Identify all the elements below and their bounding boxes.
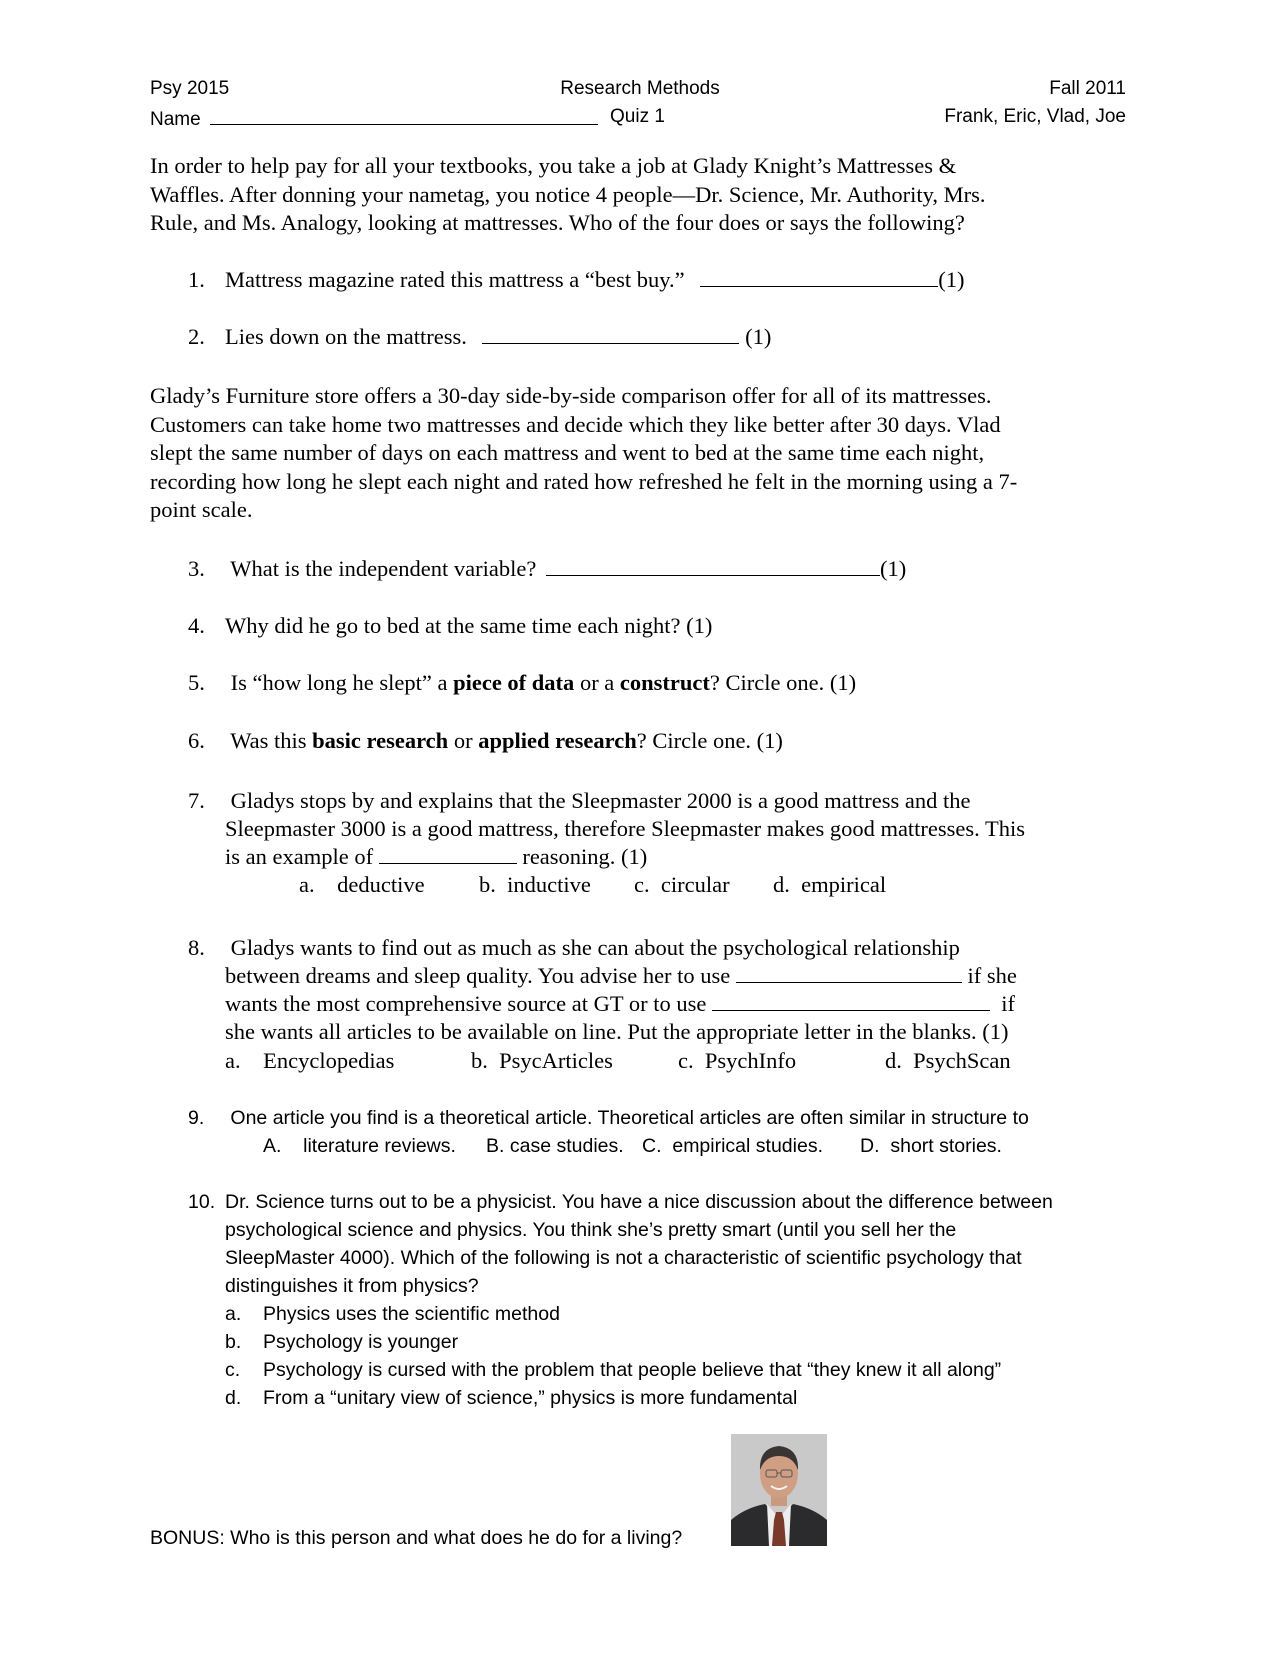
question-2 xyxy=(188,323,771,352)
scenario-paragraph xyxy=(150,382,1130,525)
question-number: 9. xyxy=(188,1107,205,1129)
question-text: wants the most comprehensive source at GT or to use xyxy=(225,991,707,1016)
term: Fall 2011 xyxy=(1049,78,1126,99)
option-c[interactable]: C. empirical studies. xyxy=(642,1135,823,1157)
question-text: Mattress magazine rated this mattress a “best buy.” xyxy=(225,267,685,292)
question-text: Why did he go to bed at the same time each night? (1) xyxy=(225,613,713,638)
option-a[interactable]: a. deductive xyxy=(299,872,425,897)
answer-blank[interactable] xyxy=(482,323,739,344)
scenario-line: Glady’s Furniture store offers a 30-day side-by-side comparison offer for all of its mattresses. xyxy=(150,383,992,408)
question-text: between dreams and sleep quality. You advise her to use xyxy=(225,963,731,988)
intro-line: Waffles. After donning your nametag, you notice 4 people—Dr. Science, Mr. Authority, Mrs. xyxy=(150,181,986,207)
bonus-question: BONUS: Who is this person and what does he do for a living? xyxy=(150,1527,683,1549)
question-text: is an example of xyxy=(225,844,374,869)
question-number: 10. xyxy=(188,1191,216,1213)
name-label: Name xyxy=(150,109,201,130)
question-1 xyxy=(188,266,965,295)
option-d[interactable]: d. PsychScan xyxy=(885,1048,1011,1073)
option-d[interactable]: d. From a “unitary view of science,” physics is more fundamental xyxy=(225,1387,798,1409)
question-3 xyxy=(188,555,906,584)
question-number: 5. xyxy=(188,670,205,695)
option-c[interactable]: c. Psychology is cursed with the problem that people believe that “they knew it all along” xyxy=(225,1359,1002,1381)
question-number: 7. xyxy=(188,788,205,813)
question-8 xyxy=(188,934,960,963)
question-7-line3 xyxy=(225,843,647,872)
choice-piece-of-data[interactable]: piece of data xyxy=(453,670,575,695)
points: (1) xyxy=(938,267,965,292)
option-a[interactable]: a. Physics uses the scientific method xyxy=(225,1303,560,1325)
intro-line: In order to help pay for all your textbooks, you take a job at Glady Knight’s Mattresses & xyxy=(150,153,957,178)
option-b[interactable]: b. Psychology is younger xyxy=(225,1331,459,1353)
question-text: if she xyxy=(967,963,1017,988)
question-text: she wants all articles to be available on line. Put the appropriate letter in the blanks. (1) xyxy=(225,1019,1009,1044)
question-number: 6. xyxy=(188,728,205,753)
question-number: 1. xyxy=(188,267,205,292)
scenario-line: recording how long he slept each night and rated how refreshed he felt in the morning using a 7- xyxy=(150,468,1018,494)
points: (1) xyxy=(745,324,772,349)
question-number: 4. xyxy=(188,613,205,638)
portrait-photo xyxy=(731,1434,827,1546)
question-text: or a xyxy=(574,670,620,695)
option-d[interactable]: D. short stories. xyxy=(860,1135,1002,1157)
option-b[interactable]: b. PsycArticles xyxy=(471,1048,613,1073)
scenario-line: point scale. xyxy=(150,497,253,522)
name-blank[interactable] xyxy=(210,106,598,125)
question-text: Sleepmaster 3000 is a good mattress, therefore Sleepmaster makes good mattresses. This xyxy=(225,816,1026,841)
question-10 xyxy=(188,1188,1053,1216)
question-number: 3. xyxy=(188,556,205,581)
question-text: Dr. Science turns out to be a physicist. You have a nice discussion about the difference between xyxy=(225,1191,1053,1213)
scenario-line: slept the same number of days on each mattress and went to bed at the same time each night, xyxy=(150,440,985,465)
question-text: Is “how long he slept” a xyxy=(230,670,454,695)
question-text: reasoning. (1) xyxy=(522,844,648,869)
answer-blank[interactable] xyxy=(379,843,517,864)
question-9 xyxy=(188,1104,1029,1132)
question-text: Was this xyxy=(230,728,313,753)
question-text: psychological science and physics. You think she’s pretty smart (until you sell her the xyxy=(225,1219,957,1241)
course-title: Research Methods xyxy=(560,78,720,99)
option-a[interactable]: a. Encyclopedias xyxy=(225,1048,395,1073)
question-text: Lies down on the mattress. xyxy=(225,324,467,349)
name-field-row xyxy=(150,106,598,131)
choice-applied-research[interactable]: applied research xyxy=(478,728,637,753)
person-portrait-icon xyxy=(731,1434,827,1546)
scenario-line: Customers can take home two mattresses and decide which they like better after 30 days. Vlad xyxy=(150,411,1001,437)
question-text: Gladys stops by and explains that the Sleepmaster 2000 is a good mattress and the xyxy=(230,788,971,813)
intro-line: Rule, and Ms. Analogy, looking at mattresses. Who of the four does or says the following? xyxy=(150,210,965,235)
question-number: 2. xyxy=(188,324,205,349)
option-b[interactable]: B. case studies. xyxy=(486,1135,624,1157)
question-7 xyxy=(188,787,971,816)
question-4 xyxy=(188,612,712,641)
quiz-label: Quiz 1 xyxy=(610,106,665,127)
choice-basic-research[interactable]: basic research xyxy=(312,728,449,753)
question-5 xyxy=(188,669,856,698)
course-number: Psy 2015 xyxy=(150,78,230,99)
option-c[interactable]: c. circular xyxy=(634,872,730,897)
question-text: SleepMaster 4000). Which of the following is not a characteristic of scientific psychology that xyxy=(225,1247,1022,1269)
question-text: if xyxy=(1001,991,1015,1016)
intro-paragraph xyxy=(150,152,1130,238)
option-b[interactable]: b. inductive xyxy=(479,872,591,897)
answer-blank[interactable] xyxy=(736,962,962,983)
answer-blank[interactable] xyxy=(700,266,938,287)
question-8-line2 xyxy=(225,962,1017,991)
question-8-line3 xyxy=(225,990,1015,1019)
question-text: ? Circle one. (1) xyxy=(636,728,783,753)
question-text: What is the independent variable? xyxy=(230,556,537,581)
answer-blank[interactable] xyxy=(712,990,990,1011)
question-text: Gladys wants to find out as much as she can about the psychological relationship xyxy=(230,935,960,960)
points: (1) xyxy=(879,556,907,581)
question-6 xyxy=(188,727,783,756)
question-text: or xyxy=(448,728,479,753)
question-number: 8. xyxy=(188,935,205,960)
authors: Frank, Eric, Vlad, Joe xyxy=(944,106,1126,127)
choice-construct[interactable]: construct xyxy=(619,670,710,695)
question-text: ? Circle one. (1) xyxy=(709,670,857,695)
option-a[interactable]: A. literature reviews. xyxy=(263,1135,456,1157)
question-text: distinguishes it from physics? xyxy=(225,1275,479,1297)
question-text: One article you find is a theoretical article. Theoretical articles are often similar in structure to xyxy=(230,1107,1029,1129)
option-d[interactable]: d. empirical xyxy=(773,872,887,897)
answer-blank[interactable] xyxy=(546,555,880,576)
option-c[interactable]: c. PsychInfo xyxy=(678,1048,797,1073)
